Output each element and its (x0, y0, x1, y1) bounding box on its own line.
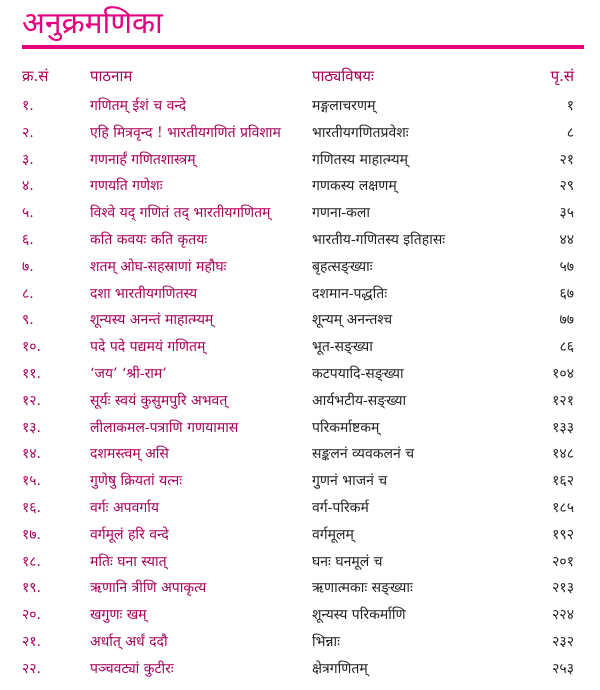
row-number: १९. (22, 580, 42, 597)
row-lesson: कति कवयः कति कृतयः (90, 231, 208, 248)
row-subject: सङ्कलनं व्यवकलनं च (312, 446, 415, 463)
row-page: २९ (559, 178, 574, 195)
row-page: १६२ (552, 473, 574, 490)
table-row (0, 388, 600, 415)
row-lesson: दशा भारतीयगणितस्य (90, 285, 198, 302)
row-number: ९. (22, 312, 34, 329)
row-lesson: वर्गः अपवर्गाय (90, 499, 160, 516)
table-header (0, 64, 600, 88)
row-lesson: गणनार्हं गणितशास्त्रम् (90, 151, 196, 168)
row-subject: गणकस्य लक्षणम् (312, 178, 397, 195)
row-lesson: सूर्यः स्वयं कुसुमपुरि अभवत् (90, 392, 228, 409)
row-page: ६७ (559, 285, 574, 302)
row-lesson: ‘जय’ ‘श्री-राम’ (90, 365, 167, 382)
row-number: १६. (22, 499, 42, 516)
row-page: २१ (559, 151, 574, 168)
header-subject: पाठ्यविषयः (312, 67, 374, 85)
row-lesson: शतम् ओघ-सहस्राणां महौघः (90, 258, 227, 275)
row-number: २१. (22, 633, 42, 650)
row-lesson: शून्यस्य अनन्तं माहात्म्यम् (90, 312, 214, 329)
row-lesson: दशमस्त्वम् असि (90, 446, 169, 463)
header-lesson: पाठनाम (90, 67, 133, 85)
row-page: ४४ (559, 231, 574, 248)
table-row (0, 575, 600, 602)
row-lesson: मतिः घना स्यात् (90, 553, 167, 570)
row-number: ३. (22, 151, 34, 168)
table-row (0, 227, 600, 254)
row-subject: आर्यभटीय-सङ्ख्या (312, 392, 407, 409)
row-page: २२४ (552, 607, 574, 624)
row-subject: दशमान-पद्धतिः (312, 285, 388, 302)
row-subject: गणना-कला (312, 205, 371, 222)
row-number: १. (22, 98, 34, 114)
row-number: १०. (22, 339, 42, 356)
row-number: ७. (22, 258, 34, 275)
table-row (0, 120, 600, 147)
row-lesson: पञ्चवट्यां कुटीरः (90, 660, 174, 677)
row-lesson: गणितम् ईशं च वन्दे (90, 98, 187, 114)
row-page: १४८ (552, 446, 574, 463)
table-row (0, 468, 600, 495)
row-subject: शून्यस्य परिकर्माणि (312, 607, 406, 624)
header-number: क्र.सं (22, 67, 49, 85)
row-number: १२. (22, 392, 42, 409)
row-page: ८ (566, 124, 574, 141)
page-title: अनुक्रमणिका (22, 6, 163, 41)
table-row (0, 602, 600, 629)
table-row (0, 549, 600, 576)
row-page: २१३ (552, 580, 574, 597)
row-subject: गुणनं भाजनं च (312, 473, 388, 490)
table-row (0, 361, 600, 388)
table-row (0, 281, 600, 308)
row-subject: शून्यम् अनन्तश्च (312, 312, 393, 329)
row-subject: भिन्नाः (312, 633, 340, 650)
row-page: २०१ (552, 553, 574, 570)
row-number: ६. (22, 231, 34, 248)
row-number: १७. (22, 526, 42, 543)
row-lesson: ऋणानि त्रीणि अपाकृत्य (90, 580, 207, 597)
row-number: २२. (22, 660, 42, 677)
row-lesson: गणयति गणेशः (90, 178, 163, 195)
contents-table (0, 93, 600, 683)
row-subject: भूत-सङ्ख्या (312, 339, 373, 356)
row-subject: परिकर्माष्टकम् (312, 419, 380, 436)
header-page: पृ.सं (550, 67, 574, 85)
row-page: १३३ (552, 419, 574, 436)
table-row (0, 629, 600, 656)
row-subject: घनः घनमूलं च (312, 553, 383, 570)
row-page: ७७ (559, 312, 574, 329)
row-subject: भारतीय-गणितस्य इतिहासः (312, 231, 446, 248)
row-subject: भारतीयगणितप्रवेशः (312, 124, 409, 141)
row-number: १४. (22, 446, 42, 463)
row-subject: ऋणात्मकाः सङ्ख्याः (312, 580, 413, 597)
row-lesson: गुणेषु क्रियतां यत्नः (90, 473, 183, 490)
row-lesson: खगुणः खम् (90, 607, 147, 624)
row-page: २५३ (552, 660, 574, 677)
row-number: ५. (22, 205, 34, 222)
row-subject: मङ्गलाचरणम् (312, 98, 376, 114)
table-row (0, 522, 600, 549)
row-page: १ (566, 98, 574, 114)
row-page: १९२ (552, 526, 574, 543)
row-lesson: वर्गमूलं हरि वन्दे (90, 526, 169, 543)
table-row (0, 307, 600, 334)
row-number: १३. (22, 419, 42, 436)
row-subject: कटपयादि-सङ्ख्या (312, 365, 404, 382)
table-row (0, 656, 600, 683)
row-page: १८५ (552, 499, 574, 516)
row-number: १५. (22, 473, 42, 490)
row-page: १२१ (552, 392, 574, 409)
table-row (0, 200, 600, 227)
table-row (0, 334, 600, 361)
table-row (0, 147, 600, 174)
row-number: ४. (22, 178, 34, 195)
row-page: ५७ (559, 258, 574, 275)
row-number: ११. (22, 365, 42, 382)
table-row (0, 93, 600, 120)
row-page: २३२ (552, 633, 574, 650)
row-subject: वर्गमूलम् (312, 526, 354, 543)
row-lesson: पदे पदे पद्यमयं गणितम् (90, 339, 206, 356)
row-lesson: विश्वे यद् गणितं तद् भारतीयगणितम् (90, 205, 271, 222)
table-row (0, 173, 600, 200)
row-number: १८. (22, 553, 42, 570)
row-page: १०४ (552, 365, 574, 382)
row-page: ८६ (559, 339, 574, 356)
row-subject: वर्ग-परिकर्म (312, 499, 369, 516)
table-row (0, 441, 600, 468)
table-row (0, 495, 600, 522)
row-lesson: एहि मित्रवृन्द ! भारतीयगणितं प्रविशाम (90, 124, 281, 141)
row-lesson: लीलाकमल-पत्राणि गणयामास (90, 419, 239, 436)
table-row (0, 415, 600, 442)
row-number: २०. (22, 607, 42, 624)
row-page: ३५ (559, 205, 574, 222)
row-number: ८. (22, 285, 34, 302)
table-row (0, 254, 600, 281)
row-number: २. (22, 124, 34, 141)
row-lesson: अर्धात् अर्धं ददौ (90, 633, 168, 650)
row-subject: गणितस्य माहात्म्यम् (312, 151, 408, 168)
title-underline (22, 45, 584, 49)
row-subject: बृहत्सङ्ख्याः (312, 258, 373, 275)
row-subject: क्षेत्रगणितम् (312, 660, 368, 677)
